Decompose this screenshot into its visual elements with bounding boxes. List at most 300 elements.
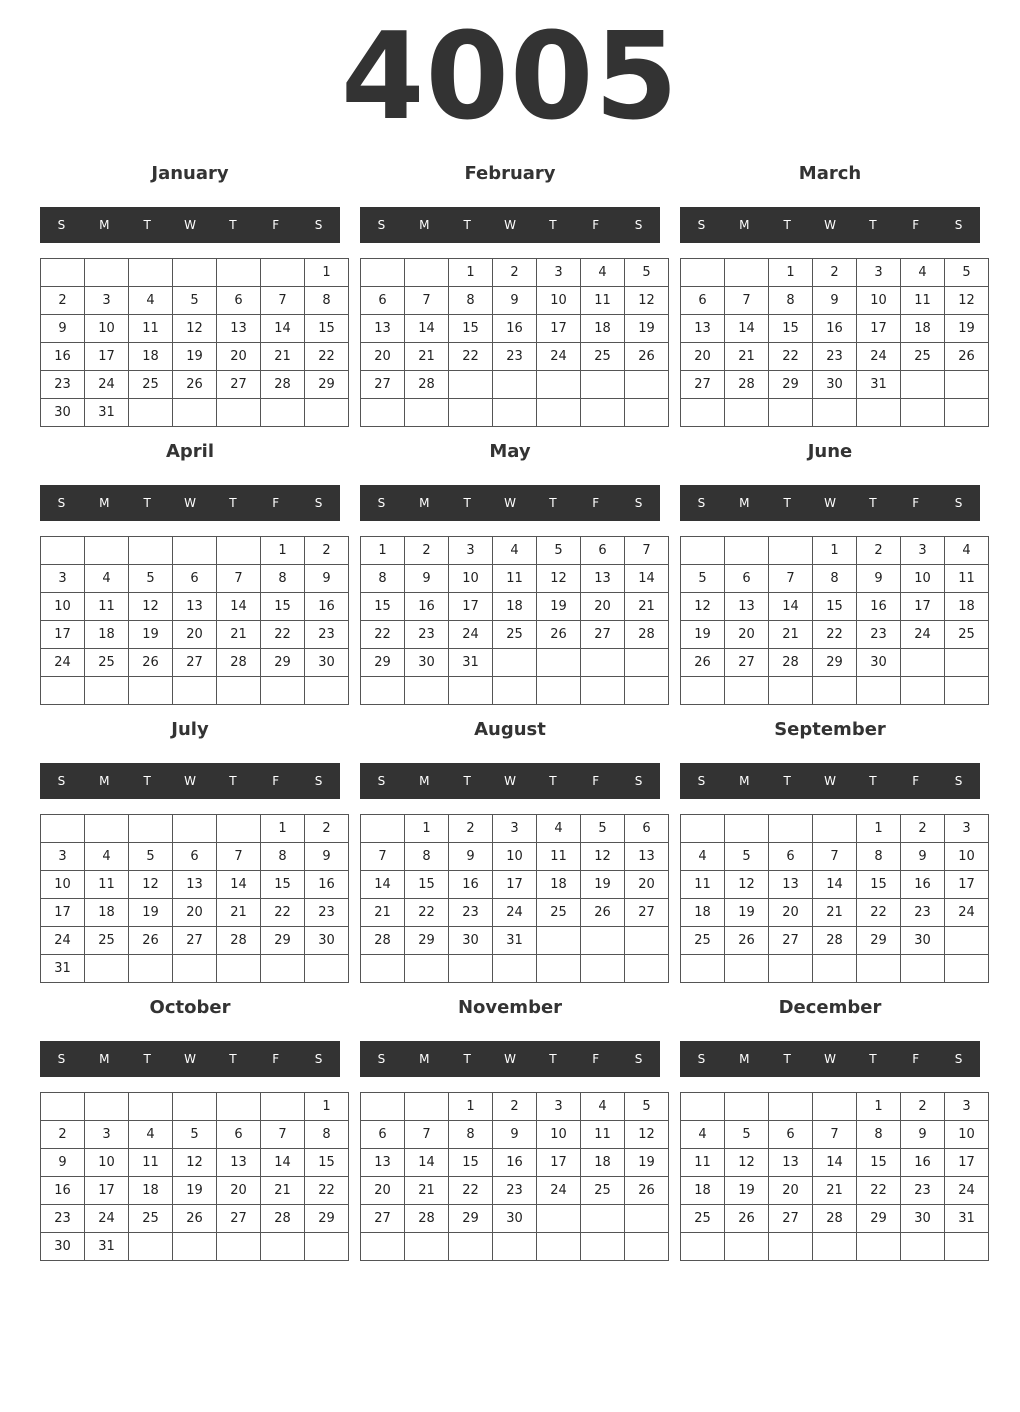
- weekday-label: S: [697, 774, 706, 788]
- day-cell: 3: [537, 1093, 581, 1121]
- empty-day-cell: [173, 537, 217, 565]
- empty-day-cell: [625, 1205, 669, 1233]
- day-cell: 28: [813, 1205, 857, 1233]
- day-cell: 11: [901, 287, 945, 315]
- day-cell: 13: [361, 1149, 405, 1177]
- day-cell: 1: [857, 815, 901, 843]
- day-cell: 8: [261, 565, 305, 593]
- empty-day-cell: [681, 399, 725, 427]
- weekday-label: S: [314, 218, 323, 232]
- empty-day-cell: [725, 537, 769, 565]
- weekday-label: W: [504, 218, 516, 232]
- day-cell: 31: [41, 955, 85, 983]
- empty-day-cell: [901, 649, 945, 677]
- day-cell: 24: [537, 1177, 581, 1205]
- day-cell: 7: [625, 537, 669, 565]
- weekday-label: S: [314, 1052, 323, 1066]
- day-cell: 20: [725, 621, 769, 649]
- day-cell: 25: [581, 1177, 625, 1205]
- day-cell: 20: [581, 593, 625, 621]
- empty-day-cell: [129, 1093, 173, 1121]
- day-cell: 27: [769, 1205, 813, 1233]
- day-cell: 5: [625, 259, 669, 287]
- day-cell: 13: [769, 1149, 813, 1177]
- day-cell: 16: [493, 315, 537, 343]
- empty-day-cell: [725, 399, 769, 427]
- weekday-label: W: [184, 1052, 196, 1066]
- day-cell: 18: [85, 621, 129, 649]
- weekday-header: [360, 485, 660, 521]
- empty-day-cell: [681, 677, 725, 705]
- weekday-label: M: [99, 496, 110, 510]
- day-cell: 13: [625, 843, 669, 871]
- day-cell: 25: [537, 899, 581, 927]
- day-cell: 8: [769, 287, 813, 315]
- day-cell: 7: [261, 287, 305, 315]
- day-grid: [40, 536, 349, 705]
- week-row: [361, 815, 669, 843]
- day-cell: 22: [813, 621, 857, 649]
- weekday-label: F: [272, 1052, 280, 1066]
- empty-day-cell: [537, 1205, 581, 1233]
- day-cell: 18: [945, 593, 989, 621]
- weekday-label: S: [954, 496, 963, 510]
- weekday-header: [40, 207, 340, 243]
- empty-day-cell: [857, 1233, 901, 1261]
- weekday-label: M: [99, 774, 110, 788]
- empty-day-cell: [493, 1233, 537, 1261]
- day-cell: 17: [41, 899, 85, 927]
- day-grid: [360, 258, 669, 427]
- day-cell: 4: [581, 1093, 625, 1121]
- day-grid: [40, 258, 349, 427]
- week-row: [361, 1177, 669, 1205]
- empty-day-cell: [625, 955, 669, 983]
- weekday-label: S: [57, 774, 66, 788]
- day-cell: 24: [537, 343, 581, 371]
- empty-day-cell: [537, 1233, 581, 1261]
- weekday-label: T: [869, 1052, 877, 1066]
- weekday-label: F: [592, 496, 600, 510]
- day-cell: 9: [405, 565, 449, 593]
- day-cell: 18: [581, 315, 625, 343]
- day-cell: 7: [361, 843, 405, 871]
- empty-day-cell: [769, 399, 813, 427]
- empty-day-cell: [581, 399, 625, 427]
- week-row: [361, 315, 669, 343]
- day-cell: 19: [129, 621, 173, 649]
- day-cell: 16: [305, 871, 349, 899]
- weekday-header: [680, 763, 980, 799]
- day-cell: 7: [813, 1121, 857, 1149]
- day-cell: 10: [493, 843, 537, 871]
- weekday-label: T: [869, 774, 877, 788]
- day-cell: 31: [945, 1205, 989, 1233]
- day-grid: [680, 1092, 989, 1261]
- day-cell: 14: [217, 871, 261, 899]
- week-row: [681, 843, 989, 871]
- day-cell: 11: [945, 565, 989, 593]
- day-cell: 6: [725, 565, 769, 593]
- day-cell: 6: [681, 287, 725, 315]
- day-cell: 15: [261, 593, 305, 621]
- empty-day-cell: [681, 955, 725, 983]
- day-cell: 26: [725, 927, 769, 955]
- day-cell: 9: [901, 843, 945, 871]
- day-cell: 2: [41, 1121, 85, 1149]
- day-cell: 20: [769, 899, 813, 927]
- day-cell: 17: [537, 315, 581, 343]
- day-cell: 24: [449, 621, 493, 649]
- weekday-label: T: [463, 774, 471, 788]
- day-cell: 8: [305, 1121, 349, 1149]
- week-row: [41, 621, 349, 649]
- day-cell: 12: [625, 1121, 669, 1149]
- day-cell: 28: [217, 927, 261, 955]
- day-cell: 28: [405, 1205, 449, 1233]
- day-cell: 28: [217, 649, 261, 677]
- empty-day-cell: [41, 259, 85, 287]
- day-cell: 25: [129, 371, 173, 399]
- week-row: [681, 259, 989, 287]
- day-cell: 8: [857, 1121, 901, 1149]
- weekday-header: [680, 485, 980, 521]
- day-cell: 4: [85, 565, 129, 593]
- day-cell: 24: [901, 621, 945, 649]
- day-cell: 4: [681, 1121, 725, 1149]
- day-cell: 5: [625, 1093, 669, 1121]
- day-cell: 2: [41, 287, 85, 315]
- day-grid: [40, 1092, 349, 1261]
- day-cell: 26: [129, 649, 173, 677]
- day-cell: 16: [405, 593, 449, 621]
- day-cell: 8: [449, 1121, 493, 1149]
- day-cell: 1: [857, 1093, 901, 1121]
- empty-day-cell: [813, 1233, 857, 1261]
- weekday-label: S: [697, 218, 706, 232]
- weekday-label: F: [272, 774, 280, 788]
- day-cell: 2: [305, 537, 349, 565]
- day-cell: 6: [361, 1121, 405, 1149]
- day-cell: 4: [537, 815, 581, 843]
- empty-day-cell: [769, 1233, 813, 1261]
- day-cell: 1: [361, 537, 405, 565]
- empty-day-cell: [725, 1093, 769, 1121]
- day-cell: 23: [41, 371, 85, 399]
- day-cell: 13: [217, 315, 261, 343]
- day-cell: 18: [681, 1177, 725, 1205]
- day-cell: 24: [945, 1177, 989, 1205]
- weekday-label: T: [229, 1052, 237, 1066]
- weekday-label: M: [419, 774, 430, 788]
- day-cell: 30: [405, 649, 449, 677]
- day-cell: 27: [173, 649, 217, 677]
- empty-day-cell: [173, 677, 217, 705]
- day-cell: 28: [769, 649, 813, 677]
- week-row: [361, 955, 669, 983]
- weekday-label: F: [592, 1052, 600, 1066]
- day-cell: 15: [449, 1149, 493, 1177]
- empty-day-cell: [217, 1093, 261, 1121]
- day-cell: 27: [173, 927, 217, 955]
- empty-day-cell: [449, 677, 493, 705]
- day-cell: 10: [945, 1121, 989, 1149]
- week-row: [361, 927, 669, 955]
- day-cell: 12: [129, 593, 173, 621]
- empty-day-cell: [681, 537, 725, 565]
- day-cell: 23: [813, 343, 857, 371]
- day-cell: 22: [261, 621, 305, 649]
- day-cell: 27: [361, 1205, 405, 1233]
- empty-day-cell: [217, 815, 261, 843]
- week-row: [681, 1149, 989, 1177]
- day-cell: 26: [725, 1205, 769, 1233]
- empty-day-cell: [361, 1233, 405, 1261]
- empty-day-cell: [945, 1233, 989, 1261]
- day-cell: 9: [305, 565, 349, 593]
- empty-day-cell: [305, 399, 349, 427]
- weekday-label: T: [229, 218, 237, 232]
- day-cell: 11: [581, 287, 625, 315]
- day-cell: 15: [361, 593, 405, 621]
- day-cell: 14: [813, 1149, 857, 1177]
- day-cell: 26: [625, 1177, 669, 1205]
- day-cell: 11: [681, 1149, 725, 1177]
- day-cell: 9: [493, 1121, 537, 1149]
- weekday-label: W: [824, 1052, 836, 1066]
- day-cell: 23: [901, 1177, 945, 1205]
- empty-day-cell: [725, 1233, 769, 1261]
- day-cell: 1: [449, 259, 493, 287]
- week-row: [361, 371, 669, 399]
- day-cell: 15: [857, 1149, 901, 1177]
- day-cell: 5: [173, 287, 217, 315]
- weekday-header: [40, 763, 340, 799]
- empty-day-cell: [857, 677, 901, 705]
- day-cell: 17: [945, 1149, 989, 1177]
- weekday-label: T: [463, 1052, 471, 1066]
- day-cell: 28: [625, 621, 669, 649]
- day-cell: 25: [129, 1205, 173, 1233]
- day-cell: 14: [769, 593, 813, 621]
- day-cell: 10: [41, 871, 85, 899]
- empty-day-cell: [217, 1233, 261, 1261]
- day-cell: 8: [813, 565, 857, 593]
- day-cell: 21: [813, 1177, 857, 1205]
- empty-day-cell: [217, 259, 261, 287]
- day-cell: 5: [725, 843, 769, 871]
- empty-day-cell: [769, 1093, 813, 1121]
- day-cell: 23: [493, 343, 537, 371]
- day-cell: 14: [813, 871, 857, 899]
- weekday-label: M: [419, 218, 430, 232]
- empty-day-cell: [261, 955, 305, 983]
- weekday-label: F: [592, 774, 600, 788]
- weekday-label: S: [377, 218, 386, 232]
- week-row: [41, 815, 349, 843]
- day-cell: 13: [769, 871, 813, 899]
- empty-day-cell: [537, 677, 581, 705]
- day-cell: 26: [173, 1205, 217, 1233]
- day-cell: 16: [305, 593, 349, 621]
- day-cell: 29: [261, 927, 305, 955]
- week-row: [41, 649, 349, 677]
- weekday-header: [40, 1041, 340, 1077]
- day-cell: 10: [449, 565, 493, 593]
- weekday-label: S: [57, 496, 66, 510]
- day-cell: 5: [129, 565, 173, 593]
- week-row: [681, 1233, 989, 1261]
- day-cell: 13: [173, 593, 217, 621]
- day-cell: 28: [261, 1205, 305, 1233]
- day-cell: 1: [769, 259, 813, 287]
- weekday-label: S: [634, 496, 643, 510]
- day-cell: 19: [129, 899, 173, 927]
- day-cell: 24: [493, 899, 537, 927]
- weekday-label: W: [504, 496, 516, 510]
- day-cell: 10: [41, 593, 85, 621]
- weekday-label: F: [272, 496, 280, 510]
- day-cell: 12: [173, 315, 217, 343]
- day-cell: 25: [681, 1205, 725, 1233]
- day-cell: 25: [581, 343, 625, 371]
- weekday-label: T: [549, 774, 557, 788]
- empty-day-cell: [305, 955, 349, 983]
- day-cell: 23: [857, 621, 901, 649]
- day-cell: 30: [41, 399, 85, 427]
- week-row: [41, 1121, 349, 1149]
- day-cell: 5: [173, 1121, 217, 1149]
- weekday-label: T: [783, 774, 791, 788]
- day-cell: 2: [901, 815, 945, 843]
- day-cell: 9: [857, 565, 901, 593]
- day-cell: 30: [901, 1205, 945, 1233]
- empty-day-cell: [405, 955, 449, 983]
- day-cell: 24: [857, 343, 901, 371]
- day-cell: 15: [405, 871, 449, 899]
- day-cell: 26: [581, 899, 625, 927]
- day-cell: 10: [537, 1121, 581, 1149]
- day-cell: 19: [173, 1177, 217, 1205]
- week-row: [41, 315, 349, 343]
- week-row: [361, 1149, 669, 1177]
- day-cell: 12: [625, 287, 669, 315]
- empty-day-cell: [681, 1093, 725, 1121]
- week-row: [681, 1121, 989, 1149]
- week-row: [681, 621, 989, 649]
- day-cell: 17: [449, 593, 493, 621]
- empty-day-cell: [405, 677, 449, 705]
- day-cell: 19: [681, 621, 725, 649]
- day-cell: 29: [857, 927, 901, 955]
- day-cell: 22: [305, 343, 349, 371]
- weekday-label: W: [504, 1052, 516, 1066]
- day-cell: 9: [41, 315, 85, 343]
- day-cell: 17: [85, 1177, 129, 1205]
- weekday-label: S: [634, 218, 643, 232]
- empty-day-cell: [173, 955, 217, 983]
- day-cell: 8: [361, 565, 405, 593]
- day-cell: 6: [217, 1121, 261, 1149]
- day-grid: [680, 258, 989, 427]
- empty-day-cell: [173, 1093, 217, 1121]
- day-cell: 4: [129, 287, 173, 315]
- day-cell: 22: [449, 343, 493, 371]
- day-cell: 19: [581, 871, 625, 899]
- empty-day-cell: [945, 649, 989, 677]
- day-cell: 16: [449, 871, 493, 899]
- week-row: [41, 1177, 349, 1205]
- day-cell: 18: [681, 899, 725, 927]
- week-row: [361, 1093, 669, 1121]
- empty-day-cell: [581, 649, 625, 677]
- empty-day-cell: [901, 955, 945, 983]
- week-row: [361, 565, 669, 593]
- day-cell: 29: [361, 649, 405, 677]
- day-cell: 25: [493, 621, 537, 649]
- day-cell: 18: [537, 871, 581, 899]
- empty-day-cell: [945, 955, 989, 983]
- weekday-label: S: [314, 774, 323, 788]
- empty-day-cell: [901, 1233, 945, 1261]
- day-cell: 19: [625, 315, 669, 343]
- day-cell: 12: [173, 1149, 217, 1177]
- day-cell: 10: [857, 287, 901, 315]
- empty-day-cell: [725, 955, 769, 983]
- empty-day-cell: [261, 259, 305, 287]
- empty-day-cell: [493, 649, 537, 677]
- weekday-label: T: [549, 1052, 557, 1066]
- day-cell: 17: [945, 871, 989, 899]
- day-cell: 17: [41, 621, 85, 649]
- day-cell: 15: [769, 315, 813, 343]
- week-row: [41, 371, 349, 399]
- weekday-label: T: [869, 496, 877, 510]
- empty-day-cell: [261, 399, 305, 427]
- day-cell: 12: [129, 871, 173, 899]
- empty-day-cell: [725, 259, 769, 287]
- day-cell: 22: [261, 899, 305, 927]
- day-cell: 15: [305, 1149, 349, 1177]
- empty-day-cell: [217, 399, 261, 427]
- weekday-label: S: [634, 1052, 643, 1066]
- day-grid: [360, 1092, 669, 1261]
- day-cell: 18: [129, 1177, 173, 1205]
- empty-day-cell: [857, 399, 901, 427]
- empty-day-cell: [625, 649, 669, 677]
- day-cell: 4: [581, 259, 625, 287]
- day-cell: 14: [625, 565, 669, 593]
- week-row: [361, 343, 669, 371]
- day-cell: 22: [857, 1177, 901, 1205]
- day-cell: 3: [945, 1093, 989, 1121]
- weekday-label: T: [549, 496, 557, 510]
- day-cell: 31: [449, 649, 493, 677]
- week-row: [41, 565, 349, 593]
- day-cell: 30: [901, 927, 945, 955]
- week-row: [681, 927, 989, 955]
- day-cell: 13: [217, 1149, 261, 1177]
- month-name: May: [489, 441, 531, 462]
- day-cell: 1: [305, 1093, 349, 1121]
- empty-day-cell: [85, 537, 129, 565]
- empty-day-cell: [41, 815, 85, 843]
- week-row: [361, 537, 669, 565]
- day-cell: 19: [945, 315, 989, 343]
- day-cell: 3: [41, 565, 85, 593]
- day-cell: 20: [217, 1177, 261, 1205]
- day-cell: 4: [681, 843, 725, 871]
